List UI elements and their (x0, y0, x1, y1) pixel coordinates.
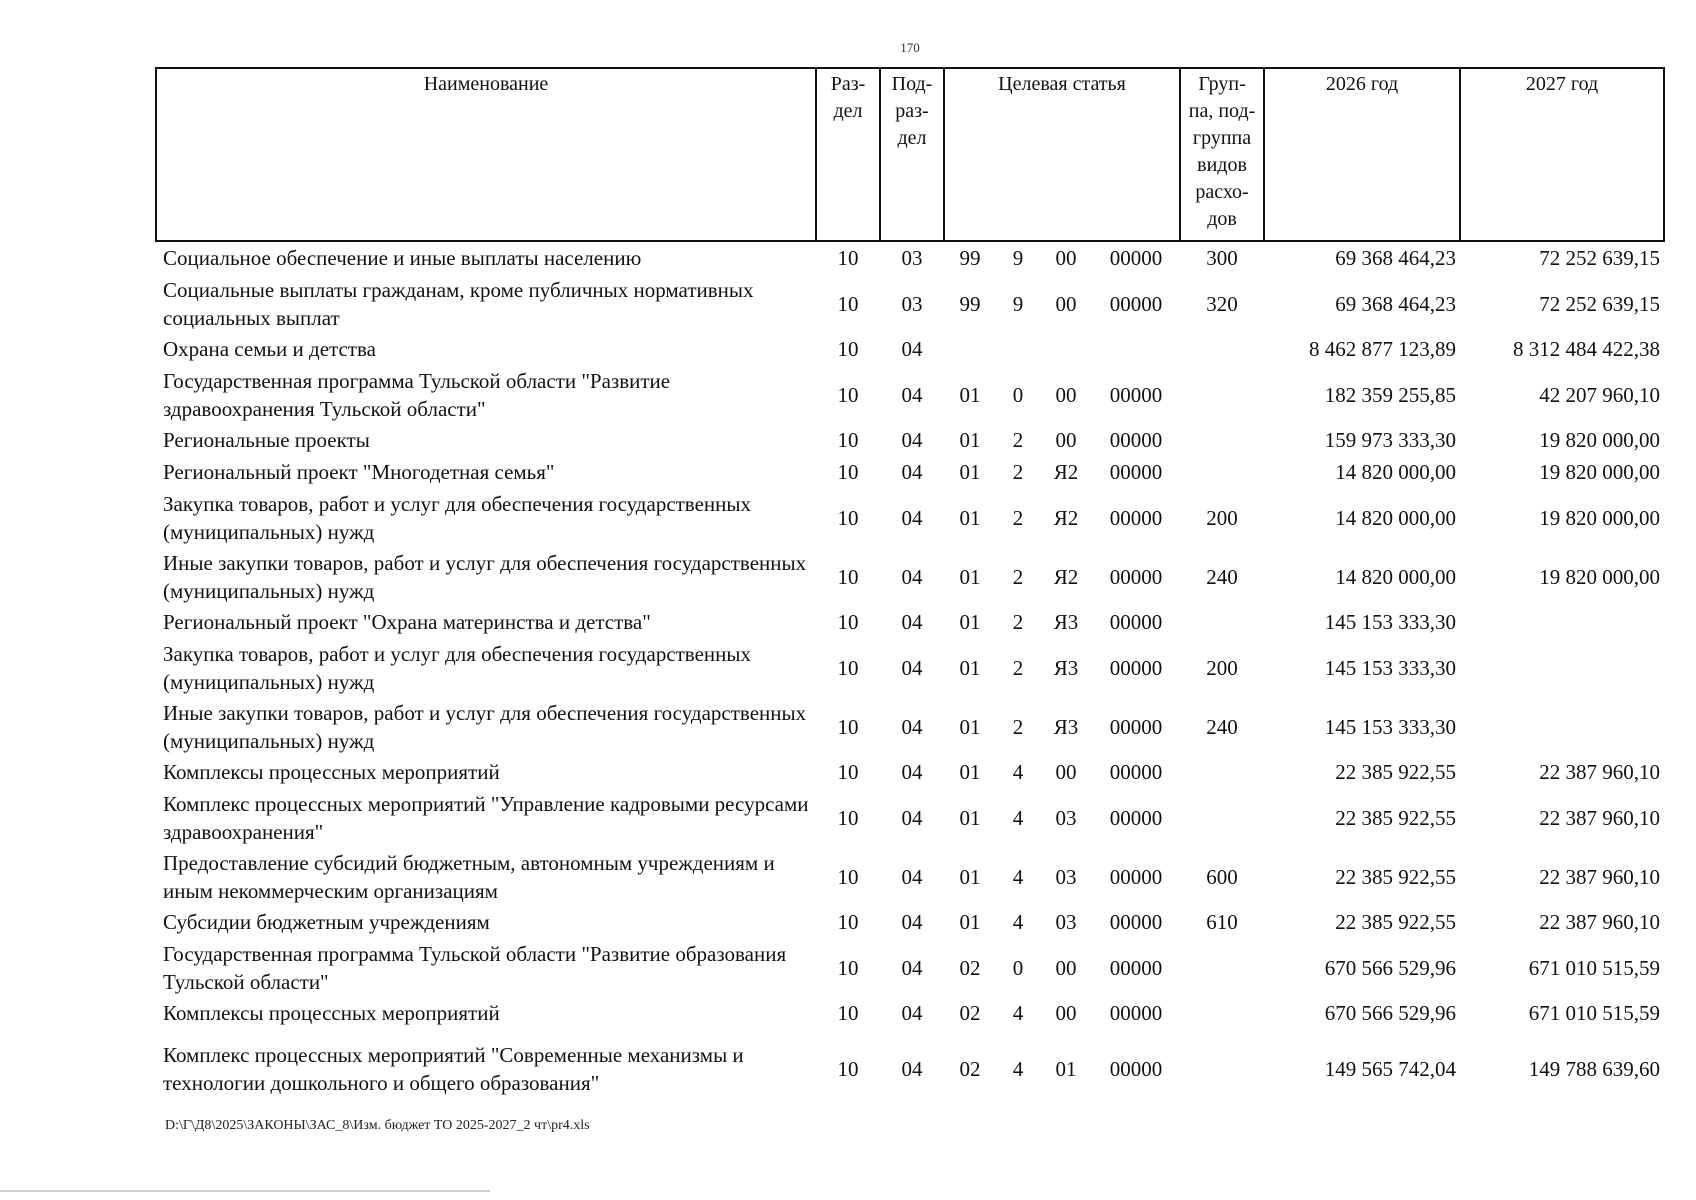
row-section: 10 (837, 955, 859, 980)
row-target-code: 00000 (1109, 1001, 1163, 1025)
row-amount-2026: 182 359 255,85 (1324, 382, 1457, 407)
row-subsection: 03 (901, 246, 923, 270)
row-section: 10 (837, 1001, 859, 1025)
row-target-code: 00000 (1109, 428, 1163, 452)
scan-edge-line (0, 1190, 490, 1192)
row-target-direction: 9 (1012, 246, 1024, 270)
row-target-subdirection: 03 (1055, 805, 1077, 830)
row-target-direction: 9 (1012, 291, 1024, 316)
row-target-direction: 2 (1012, 655, 1024, 680)
row-amount-2027: 8 312 484 422,38 (1513, 337, 1661, 361)
row-amount-2026: 22 385 922,55 (1335, 805, 1457, 830)
row-amount-2026: 22 385 922,55 (1335, 910, 1457, 934)
header-subsection: Под- раз- дел (880, 68, 944, 241)
row-subsection: 04 (901, 1001, 923, 1025)
row-amount-2027: 671 010 515,59 (1528, 955, 1661, 980)
row-target-direction: 4 (1012, 805, 1024, 830)
row-section: 10 (837, 337, 859, 361)
table-row (156, 756, 1664, 788)
row-expense-group: 240 (1206, 564, 1238, 589)
row-target-direction: 2 (1012, 610, 1024, 634)
row-expense-group (1180, 756, 1264, 788)
row-target-subdirection: Я2 (1053, 505, 1079, 530)
row-target-program: 01 (959, 714, 981, 739)
row-target-subdirection: 03 (1055, 864, 1077, 889)
row-target-code: 00000 (1109, 910, 1163, 934)
row-target-direction (996, 333, 1040, 365)
row-expense-group: 610 (1206, 910, 1238, 934)
row-amount-2026: 14 820 000,00 (1335, 460, 1457, 484)
row-name: Комплекс процессных мероприятий "Управление кадровыми ресурсами здравоохранения" (163, 791, 809, 844)
row-name: Закупка товаров, работ и услуг для обеспечения государственных (муниципальных) нужд (163, 491, 752, 544)
row-target-subdirection: 01 (1055, 1057, 1077, 1081)
row-target-direction: 2 (1012, 428, 1024, 452)
row-subsection: 04 (901, 864, 923, 889)
table-row (156, 697, 1664, 756)
row-amount-2026: 14 820 000,00 (1335, 564, 1457, 589)
row-name: Охрана семьи и детства (163, 337, 376, 361)
row-target-program: 02 (959, 1057, 981, 1081)
footer-file-path: D:\Г\Д8\2025\ЗАКОНЫ\ЗАС_8\Изм. бюджет ТО 2025-2027_2 чт\pr4.xls (165, 1118, 590, 1133)
row-subsection: 04 (901, 505, 923, 530)
row-amount-2027: 671 010 515,59 (1528, 1001, 1661, 1025)
page-number: 170 (900, 40, 920, 55)
row-section: 10 (837, 428, 859, 452)
row-name: Социальные выплаты гражданам, кроме публичных нормативных социальных выплат (163, 277, 754, 330)
table-row (156, 638, 1664, 697)
row-amount-2026: 69 368 464,23 (1335, 291, 1457, 316)
row-section: 10 (837, 564, 859, 589)
row-target-subdirection: 03 (1055, 910, 1077, 934)
header-name: Наименование (156, 68, 816, 241)
row-target-code (1092, 333, 1180, 365)
row-amount-2027: 72 252 639,15 (1539, 291, 1661, 316)
row-target-program: 01 (959, 610, 981, 634)
header-2026: 2026 год (1264, 68, 1460, 241)
row-target-code: 00000 (1109, 610, 1163, 634)
row-section: 10 (837, 864, 859, 889)
row-amount-2027: 22 387 960,10 (1539, 760, 1661, 784)
row-target-direction: 4 (1012, 1001, 1024, 1025)
row-target-code: 00000 (1109, 864, 1163, 889)
row-amount-2027: 22 387 960,10 (1539, 910, 1661, 934)
row-expense-group: 240 (1206, 714, 1238, 739)
row-name: Предоставление субсидий бюджетным, автономным учреждениям и иным некоммерческим организациям (163, 850, 775, 903)
row-target-subdirection: 00 (1055, 955, 1077, 980)
row-expense-group (1180, 456, 1264, 488)
row-target-program: 01 (959, 910, 981, 934)
row-target-direction: 2 (1012, 460, 1024, 484)
row-subsection: 04 (901, 382, 923, 407)
row-target-direction: 2 (1012, 714, 1024, 739)
row-expense-group: 200 (1206, 505, 1238, 530)
row-target-code: 00000 (1109, 505, 1163, 530)
row-section: 10 (837, 291, 859, 316)
row-amount-2026: 8 462 877 123,89 (1309, 337, 1457, 361)
row-target-program: 01 (959, 864, 981, 889)
row-target-subdirection: 00 (1055, 760, 1077, 784)
table-row (156, 938, 1664, 997)
row-expense-group (1180, 997, 1264, 1029)
row-section: 10 (837, 760, 859, 784)
table-row (156, 365, 1664, 424)
row-section: 10 (837, 505, 859, 530)
table-body (156, 241, 1664, 1109)
row-section: 10 (837, 460, 859, 484)
table-row (156, 488, 1664, 547)
table-row (156, 333, 1664, 365)
row-section: 10 (837, 610, 859, 634)
row-target-subdirection: Я3 (1053, 610, 1079, 634)
row-target-code: 00000 (1109, 246, 1163, 270)
row-amount-2027: 19 820 000,00 (1539, 564, 1661, 589)
table-row (156, 274, 1664, 333)
table-row (156, 906, 1664, 938)
row-subsection: 04 (901, 655, 923, 680)
row-name: Региональные проекты (163, 428, 370, 452)
row-target-program: 99 (959, 246, 981, 270)
row-target-code: 00000 (1109, 1057, 1163, 1081)
header-expense-group: Груп- па, под- группа видов расхо- дов (1180, 68, 1264, 241)
row-target-subdirection: 00 (1055, 428, 1077, 452)
row-subsection: 03 (901, 291, 923, 316)
table-row (156, 847, 1664, 906)
row-name: Иные закупки товаров, работ и услуг для обеспечения государственных (муниципальных) нужд (163, 550, 807, 603)
row-target-direction: 4 (1012, 910, 1024, 934)
row-expense-group: 600 (1206, 864, 1238, 889)
row-section: 10 (837, 382, 859, 407)
row-target-direction: 4 (1012, 864, 1024, 889)
row-target-program: 01 (959, 760, 981, 784)
row-expense-group: 300 (1206, 246, 1238, 270)
row-subsection: 04 (901, 805, 923, 830)
row-amount-2027 (1460, 638, 1664, 697)
row-name: Социальное обеспечение и иные выплаты населению (163, 246, 642, 270)
row-subsection: 04 (901, 564, 923, 589)
row-subsection: 04 (901, 610, 923, 634)
header-target-article: Целевая статья (944, 68, 1180, 241)
row-target-direction: 4 (1012, 1057, 1024, 1081)
row-target-code: 00000 (1109, 564, 1163, 589)
budget-table (155, 67, 1665, 1109)
row-amount-2027: 19 820 000,00 (1539, 428, 1661, 452)
row-target-program (944, 333, 996, 365)
row-subsection: 04 (901, 955, 923, 980)
row-target-program: 01 (959, 564, 981, 589)
table-row (156, 547, 1664, 606)
row-target-program: 02 (959, 1001, 981, 1025)
row-subsection: 04 (901, 428, 923, 452)
row-name: Иные закупки товаров, работ и услуг для обеспечения государственных (муниципальных) нужд (163, 700, 807, 753)
row-expense-group (1180, 424, 1264, 456)
row-target-program: 01 (959, 382, 981, 407)
row-target-program: 01 (959, 505, 981, 530)
row-amount-2027: 22 387 960,10 (1539, 864, 1661, 889)
row-section: 10 (837, 1057, 859, 1081)
row-name: Государственная программа Тульской области "Развитие образования Тульской области" (163, 941, 787, 994)
row-section: 10 (837, 714, 859, 739)
row-target-code: 00000 (1109, 714, 1163, 739)
table-row (156, 424, 1664, 456)
row-subsection: 04 (901, 337, 923, 361)
row-name: Комплекс процессных мероприятий "Современные механизмы и технологии дошкольного и общего образования" (163, 1043, 744, 1095)
row-target-code: 00000 (1109, 655, 1163, 680)
row-amount-2026: 670 566 529,96 (1324, 955, 1457, 980)
row-target-subdirection: 00 (1055, 1001, 1077, 1025)
row-amount-2026: 149 565 742,04 (1324, 1057, 1457, 1081)
row-amount-2026: 22 385 922,55 (1335, 760, 1457, 784)
row-name: Региональный проект "Многодетная семья" (163, 460, 555, 484)
row-target-code: 00000 (1109, 955, 1163, 980)
row-section: 10 (837, 805, 859, 830)
row-expense-group (1180, 606, 1264, 638)
row-target-direction: 2 (1012, 564, 1024, 589)
row-target-program: 99 (959, 291, 981, 316)
table-row (156, 606, 1664, 638)
row-section: 10 (837, 910, 859, 934)
header-section: Раз- дел (816, 68, 880, 241)
row-expense-group: 320 (1206, 291, 1238, 316)
row-section: 10 (837, 655, 859, 680)
row-amount-2027: 72 252 639,15 (1539, 246, 1661, 270)
row-amount-2026: 145 153 333,30 (1324, 655, 1457, 680)
row-target-program: 02 (959, 955, 981, 980)
header-row (156, 68, 1664, 241)
row-amount-2027: 149 788 639,60 (1528, 1057, 1661, 1081)
row-amount-2026: 69 368 464,23 (1335, 246, 1457, 270)
row-target-subdirection: 00 (1055, 382, 1077, 407)
row-amount-2026: 145 153 333,30 (1324, 610, 1457, 634)
row-subsection: 04 (901, 910, 923, 934)
row-subsection: 04 (901, 460, 923, 484)
row-target-subdirection: Я3 (1053, 714, 1079, 739)
row-amount-2027: 22 387 960,10 (1539, 805, 1661, 830)
row-amount-2026: 145 153 333,30 (1324, 714, 1457, 739)
header-2027: 2027 год (1460, 68, 1664, 241)
table-row (156, 241, 1664, 274)
row-target-program: 01 (959, 460, 981, 484)
row-target-code: 00000 (1109, 291, 1163, 316)
row-expense-group: 200 (1206, 655, 1238, 680)
row-amount-2026: 22 385 922,55 (1335, 864, 1457, 889)
row-target-subdirection: Я2 (1053, 460, 1079, 484)
row-target-subdirection (1040, 333, 1092, 365)
row-target-subdirection: Я2 (1053, 564, 1079, 589)
row-name: Государственная программа Тульской области "Развитие здравоохранения Тульской области" (163, 368, 671, 421)
row-name: Комплексы процессных мероприятий (163, 1001, 500, 1025)
row-amount-2027: 42 207 960,10 (1539, 382, 1661, 407)
row-subsection: 04 (901, 760, 923, 784)
row-target-code: 00000 (1109, 382, 1163, 407)
row-expense-group (1180, 333, 1264, 365)
table-row (156, 788, 1664, 847)
row-subsection: 04 (901, 714, 923, 739)
row-amount-2027: 19 820 000,00 (1539, 505, 1661, 530)
row-name: Закупка товаров, работ и услуг для обеспечения государственных (муниципальных) нужд (163, 641, 752, 694)
row-subsection: 04 (901, 1057, 923, 1081)
row-section: 10 (837, 246, 859, 270)
row-target-subdirection: 00 (1055, 291, 1077, 316)
table-row (156, 456, 1664, 488)
row-expense-group (1180, 1029, 1264, 1109)
table-row (156, 1029, 1664, 1109)
row-target-direction: 4 (1012, 760, 1024, 784)
row-amount-2027 (1460, 606, 1664, 638)
row-amount-2026: 670 566 529,96 (1324, 1001, 1457, 1025)
row-target-program: 01 (959, 428, 981, 452)
row-expense-group (1180, 365, 1264, 424)
row-amount-2026: 159 973 333,30 (1324, 428, 1457, 452)
table-row (156, 997, 1664, 1029)
row-target-program: 01 (959, 655, 981, 680)
row-name: Комплексы процессных мероприятий (163, 760, 500, 784)
row-amount-2027 (1460, 697, 1664, 756)
row-target-subdirection: Я3 (1053, 655, 1079, 680)
row-target-code: 00000 (1109, 805, 1163, 830)
row-target-subdirection: 00 (1055, 246, 1077, 270)
row-amount-2026: 14 820 000,00 (1335, 505, 1457, 530)
row-target-direction: 0 (1012, 955, 1024, 980)
row-expense-group (1180, 788, 1264, 847)
row-expense-group (1180, 938, 1264, 997)
row-target-direction: 2 (1012, 505, 1024, 530)
row-target-program: 01 (959, 805, 981, 830)
row-amount-2027: 19 820 000,00 (1539, 460, 1661, 484)
row-target-code: 00000 (1109, 760, 1163, 784)
row-target-direction: 0 (1012, 382, 1024, 407)
row-name: Региональный проект "Охрана материнства и детства" (163, 610, 651, 634)
row-target-code: 00000 (1109, 460, 1163, 484)
row-name: Субсидии бюджетным учреждениям (163, 910, 490, 934)
